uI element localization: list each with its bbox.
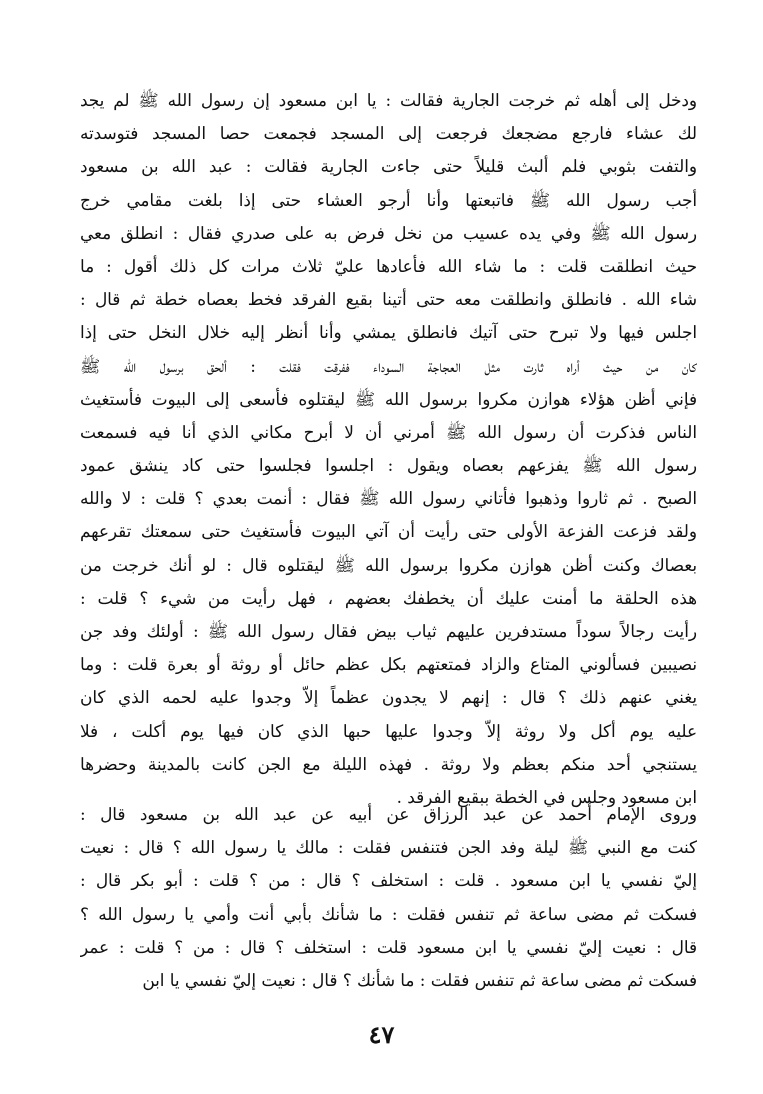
text-line: اجلس فيها ولا تبرح حتى آتيك فانطلق يمشي وأنا أنظر إليه خلال النخل حتى إذا (80, 322, 697, 343)
text-line: ودخل إلى أهله ثم خرجت الجارية فقالت : يا ابن مسعود إن رسول الله ﷺ لم يجد (80, 90, 697, 110)
text-line: الناس فذكرت أن رسول الله ﷺ أمرني أن لا أبرح مكاني الذي أنا فيه فسمعت (80, 421, 697, 442)
text-line: نصيبين فسألوني المتاع والزاد فمتعتهم بكل عظم حائل أو روثة أو بعرة قلت : وما (80, 654, 697, 675)
text-line: يستنجي أحد منكم بعظم ولا روثة . فهذه الليلة مع الجن كانت بالمدينة وحضرها (80, 753, 697, 774)
text-line: قال : نعيت إليّ نفسي يا ابن مسعود قلت : استخلف ؟ قال : من ؟ قلت : عمر (80, 936, 697, 957)
paragraph-1 (80, 84, 697, 814)
text-line: يغني عنهم ذلك ؟ قال : إنهم لا يجدون عظماً إلاّ وجدوا عليه لحمه الذي كان (80, 687, 697, 708)
paragraph-2 (80, 798, 697, 997)
text-line: هذه الحلقة ما أمنت عليك أن يخطفك بعضهم ، فهل رأيت من شيء ؟ قلت : (80, 587, 697, 608)
text-line: إليّ نفسي يا ابن مسعود . قلت : استخلف ؟ قال : من ؟ قلت : أبو بكر قال : (80, 870, 697, 891)
text-line: رسول الله ﷺ يفزعهم بعصاه ويقول : اجلسوا فجلسوا حتى كاد ينشق عمود (80, 455, 697, 476)
text-line: لك عشاء فارجع مضجعك فرجعت إلى المسجد فجمعت حصا المسجد فتوسدته (80, 123, 697, 144)
text-line: رأيت رجالاً سوداً مستدفرين عليهم ثياب بيض فقال رسول الله ﷺ : أولئك وفد جن (80, 621, 697, 641)
text-line: حيث انطلقت قلت : ما شاء الله فأعادها عليّ ثلاث مرات كل ذلك أقول : ما (80, 255, 697, 276)
text-line: كان من حيث أراه ثارت مثل العجاجة السوداء ففرقت فقلت : ألحق برسول الله ﷺ (80, 355, 697, 376)
text-line: فسكت ثم مضى ساعة ثم تنفس فقلت : ما شأنك ؟ قال : نعيت إليّ نفسي يا ابن (142, 969, 697, 990)
text-line: بعصاك وكنت أظن هوازن مكروا برسول الله ﷺ ليقتلوه قال : لو أنك خرجت من (80, 554, 697, 575)
text-line: والتفت بثوبي فلم ألبث قليلاً حتى جاءت الجارية فقالت : عبد الله بن مسعود (80, 156, 697, 177)
text-line: فسكت ثم مضى ساعة ثم تنفس فقلت : ما شأنك بأبي أنت وأمي يا رسول الله ؟ (80, 903, 697, 924)
text-line: أجب رسول الله ﷺ فاتبعتها وأنا أرجو العشاء حتى إذا بلغت مقامي خرج (80, 189, 697, 210)
text-line: وروى الإمام أحمد عن عبد الرزاق عن أبيه عن عبد الله بن مسعود قال : (80, 804, 697, 824)
text-line: كنت مع النبي ﷺ ليلة وفد الجن فتنفس فقلت : مالك يا رسول الله ؟ قال : نعيت (80, 837, 697, 858)
text-line: ولقد فزعت الفزعة الأولى حتى رأيت أن آتي البيوت فأستغيث حتى سمعتك تقرعهم (80, 521, 697, 542)
text-line: عليه يوم أكل ولا روثة إلاّ وجدوا عليها حبها الذي كان فيها يوم أكلت ، فلا (80, 720, 697, 741)
page-number: ٤٧ (368, 1020, 395, 1049)
text-line: فإني أظن هؤلاء هوازن مكروا برسول الله ﷺ ليقتلوه فأسعى إلى البيوت فأستغيث (80, 388, 697, 409)
text-line: شاء الله . فانطلق وانطلقت معه حتى أتينا بقيع الفرقد فخط بعصاه خطة ثم قال : (80, 289, 697, 310)
text-line: ابن مسعود وجلس في الخطة ببقيع الفرقد . (396, 786, 697, 807)
text-line: رسول الله ﷺ وفي يده عسيب من نخل فرض به على صدري فقال : انطلق معي (80, 222, 697, 243)
text-line: الصبح . ثم ثاروا وذهبوا فأتاني رسول الله ﷺ فقال : أنمت بعدي ؟ قلت : لا والله (80, 488, 697, 509)
